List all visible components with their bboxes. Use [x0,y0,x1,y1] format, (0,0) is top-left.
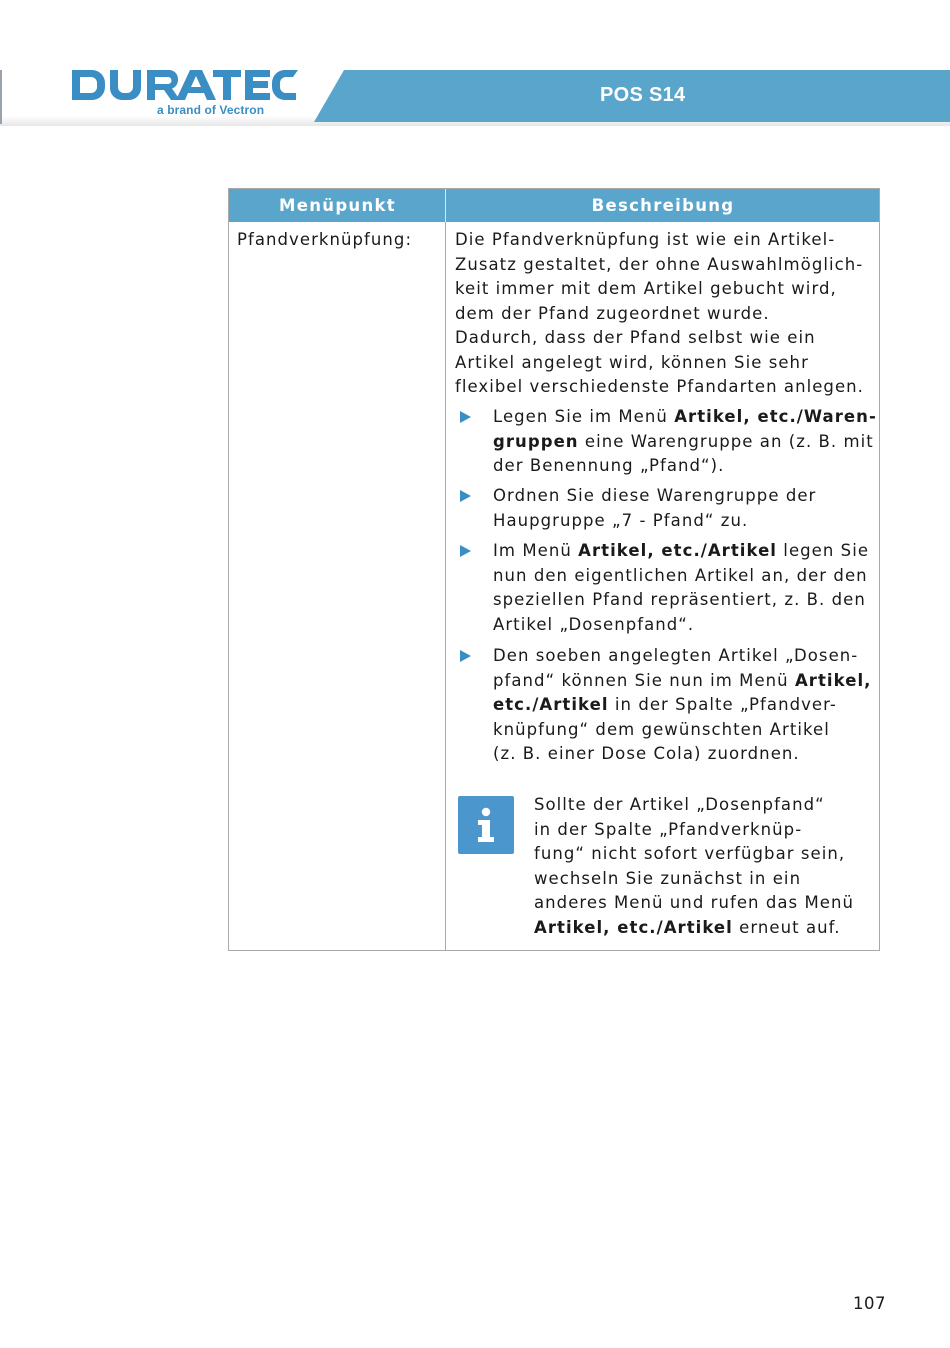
list-item-line: Im Menü Artikel, etc./Artikel legen Sie [493,541,870,560]
intro-line: flexibel verschiedenste Pfandarten anlegen. [455,377,864,396]
page-number: 107 [853,1294,886,1313]
menu-description-table [228,188,880,951]
info-note-line: in der Spalte „Pfandverknüp- [534,819,803,839]
intro-line: Zusatz gestaltet, der ohne Auswahlmöglich- [455,254,864,274]
triangle-bullet-icon [458,410,472,424]
list-item-line: etc./Artikel in der Spalte „Pfandver- [493,695,837,714]
product-model-title: POS S14 [600,84,686,106]
header-title-band [0,0,950,130]
triangle-bullet-icon [458,489,472,503]
list-item-line: speziellen Pfand repräsentiert, z. B. den [493,590,866,609]
intro-line: Die Pfandverknüpfung ist wie ein Artikel- [455,230,836,249]
list-item-line: der Benennung „Pfand“). [493,456,725,475]
list-item-line: Artikel „Dosenpfand“. [493,614,695,634]
list-item-line: gruppen eine Warengruppe an (z. B. mit [493,431,874,451]
table-header-row [229,189,879,222]
triangle-bullet-icon [458,544,472,558]
intro-line: Artikel angelegt wird, können Sie sehr [455,352,809,372]
list-item [493,484,816,533]
list-item [493,539,869,637]
column-header-beschreibung: Beschreibung [591,196,735,215]
list-item-line: Haupgruppe „7 - Pfand“ zu. [493,510,749,530]
info-note-line: anderes Menü und rufen das Menü [534,893,854,912]
list-item [493,644,871,767]
duratec-logo [70,68,300,102]
info-note [534,793,854,940]
triangle-bullet-icon [458,649,472,663]
list-item-line: (z. B. einer Dose Cola) zuordnen. [493,744,800,763]
info-note-line: wechseln Sie zunächst in ein [534,868,802,888]
brand-subtitle: a brand of Vectron [157,103,265,117]
intro-line: Dadurch, dass der Pfand selbst wie ein [455,328,816,347]
description-intro [455,228,875,400]
list-item-line: pfand“ können Sie nun im Menü Artikel, [493,670,872,690]
list-item-line: knüpfung“ dem gewünschten Artikel [493,719,830,739]
list-item [493,405,877,479]
list-item-line: Den soeben angelegten Artikel „Dosen- [493,646,859,665]
info-note-line: Artikel, etc./Artikel erneut auf. [534,917,841,937]
info-note-line: Sollte der Artikel „Dosenpfand“ [534,795,825,814]
column-header-menupunkt: Menüpunkt [279,196,396,215]
list-item-line: Ordnen Sie diese Warengruppe der [493,486,817,505]
info-icon [458,796,514,854]
column-divider [445,189,446,950]
list-item-line: nun den eigentlichen Artikel an, der den [493,565,868,585]
intro-line: dem der Pfand zugeordnet wurde. [455,303,770,323]
intro-line: keit immer mit dem Artikel gebucht wird, [455,279,837,298]
header-column-divider [445,189,446,222]
info-glyph [458,796,514,854]
menu-item-cell: Pfandverknüpfung: [237,230,413,249]
info-note-line: fung“ nicht sofort verfügbar sein, [534,844,846,863]
page-header [0,0,950,130]
list-item-line: Legen Sie im Menü Artikel, etc./Waren- [493,407,877,426]
